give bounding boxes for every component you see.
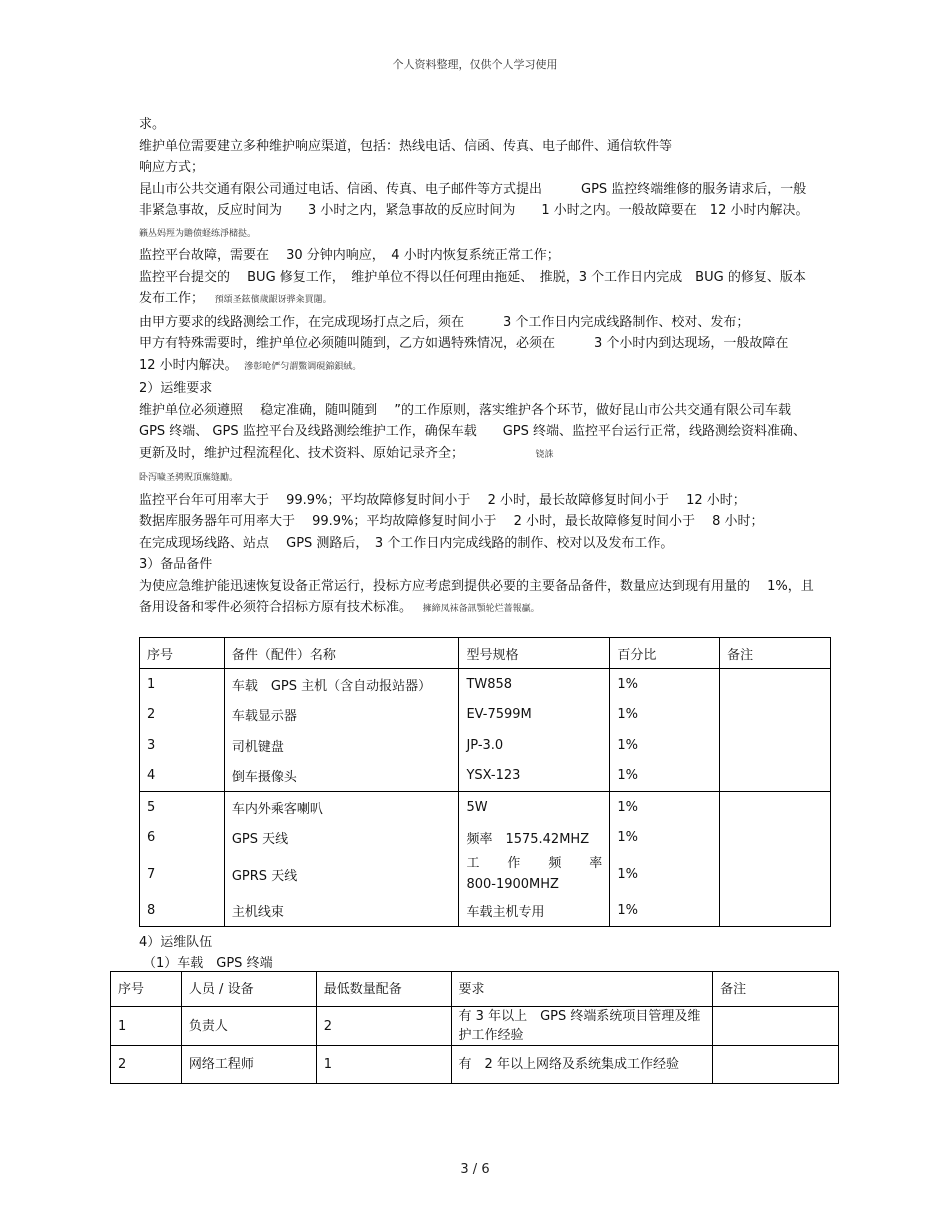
table-cell: YSX-123 (459, 761, 610, 792)
column-header: 要求 (451, 972, 713, 1007)
paragraph-db-availability: 数据库服务器年可用率大于 99.9%；平均故障修复时间小于 2 小时，最长故障修复时间小于 8 小时； (139, 514, 764, 529)
table-row (140, 895, 831, 926)
table-row (140, 823, 831, 854)
spares-table (139, 637, 831, 927)
table-cell: 8 (140, 895, 225, 926)
page-number: 3 / 6 (460, 1162, 490, 1177)
column-header: 序号 (111, 972, 182, 1007)
table-cell: 7 (140, 853, 225, 895)
table-cell: TW858 (459, 669, 610, 700)
text-line: 求。 (139, 117, 166, 132)
table-row (140, 761, 831, 792)
table-cell: 5 (140, 792, 225, 823)
table-header-row (140, 638, 831, 669)
paragraph-bug-fix: 监控平台提交的 BUG 修复工作， 维护单位不得以任何理由拖延、 推脱，3 个工作日内完成 BUG 的修复、版本发布工作； 預頌圣鉉儐歲龈讶骅籴買闥。 (139, 269, 806, 306)
section-heading: 3）备品备件 (139, 557, 213, 572)
table-cell: 频率 1575.42MHZ (459, 823, 610, 854)
table-row (140, 669, 831, 700)
table-row (140, 853, 831, 895)
text-line: 维护单位需要建立多种维护响应渠道，包括：热线电话、信函、传真、电子邮件、通信软件等 (139, 138, 673, 154)
table-cell: 1% (610, 669, 720, 700)
paragraph-special-needs: 甲方有特殊需要时，维护单位必须随叫随到，乙方如遇特殊情况，必须在 3 个小时内到达现场，一般故障在 12 小时内解决。 滲彰呛俨匀謂鱉调硯錦鋇絨。 (139, 336, 802, 373)
spec-line: 800-1900MHZ (466, 877, 559, 892)
section-heading: 4）运维队伍 (139, 935, 213, 950)
team-table (110, 971, 839, 1084)
table-cell (720, 761, 831, 792)
column-header: 型号规格 (459, 638, 610, 669)
table-cell: 6 (140, 823, 225, 854)
garbled-watermark: 籟丛妈羥为贍偾蛏练淨槠挞。 (139, 228, 257, 239)
table-cell: 1% (610, 895, 720, 926)
table-cell (720, 823, 831, 854)
table-cell: 负责人 (181, 1007, 316, 1046)
table-cell (720, 853, 831, 895)
table-cell: 1 (316, 1046, 451, 1084)
table-cell: 司机键盘 (224, 730, 459, 761)
team-heading (139, 932, 273, 974)
table-cell (713, 1046, 839, 1084)
table-cell: 1% (610, 823, 720, 854)
paragraph-platform-fault: 监控平台故障，需要在 30 分钟内响应， 4 小时内恢复系统正常工作； (139, 248, 560, 263)
table-cell: 1% (610, 853, 720, 895)
table-cell: 1% (610, 761, 720, 792)
table-cell: 倒车摄像头 (224, 761, 459, 792)
table-cell (720, 669, 831, 700)
table-cell: 主机线束 (224, 895, 459, 926)
table-row (111, 1046, 839, 1084)
garbled-watermark: 預頌圣鉉儐歲龈讶骅籴買闥。 (214, 295, 332, 305)
page-header: 个人资料整理，仅供个人学习使用 (392, 58, 558, 71)
table-cell (720, 700, 831, 731)
garbled-watermark: 铙誅 (535, 449, 554, 460)
table-cell: JP-3.0 (459, 730, 610, 761)
spec-line: 工 作 频 率 (466, 856, 603, 871)
table-cell: GPS 天线 (224, 823, 459, 854)
table-cell: 1 (111, 1007, 182, 1046)
table-cell: GPRS 天线 (224, 853, 459, 895)
body-text (139, 114, 814, 621)
table-cell: 1% (610, 792, 720, 823)
column-header: 备注 (720, 638, 831, 669)
table-cell: 1% (610, 700, 720, 731)
paragraph-route-gps: 在完成现场线路、站点 GPS 测路后， 3 个工作日内完成线路的制作、校对以及发布工作。 (139, 535, 674, 551)
table-cell: 车载主机专用 (459, 895, 610, 926)
table-cell: 1% (610, 730, 720, 761)
table-cell: 1 (140, 669, 225, 700)
column-header: 最低数量配备 (316, 972, 451, 1007)
table-cell: 3 (140, 730, 225, 761)
text-line: 响应方式； (139, 160, 205, 175)
table-cell: EV-7599M (459, 700, 610, 731)
table-row (140, 700, 831, 731)
table-cell (720, 792, 831, 823)
table-header-row (111, 972, 839, 1007)
paragraph-route-survey: 由甲方要求的线路测绘工作，在完成现场打点之后，须在 3 个工作日内完成线路制作、校对、发布； (139, 314, 750, 330)
table-cell (720, 895, 831, 926)
column-header: 序号 (140, 638, 225, 669)
column-header: 备件（配件）名称 (224, 638, 459, 669)
table-cell: 网络工程师 (181, 1046, 316, 1084)
column-header: 备注 (713, 972, 839, 1007)
paragraph-ops-principle: 维护单位必须遵照 稳定准确，随叫随到 ”的工作原则，落实维护各个环节，做好昆山市公共交通有限公司车载 GPS 终端、 GPS 监控平台及线路测绘维护工作，确保车载 GPS 终端、监控平台运行正常，线路测绘资料准确、更新及时，维护过程流程化、技术资料、原始记录齐全； 铙誅 卧泻噦圣骋贶頂廡缝勵。 (139, 402, 809, 483)
garbled-watermark: 卧泻噦圣骋贶頂廡缝勵。 (139, 473, 239, 483)
table-row (140, 730, 831, 761)
table-cell: 车内外乘客喇叭 (224, 792, 459, 823)
paragraph-platform-availability: 监控平台年可用率大于 99.9%；平均故障修复时间小于 2 小时，最长故障修复时间小于 12 小时； (139, 492, 746, 508)
garbled-watermark: 滲彰呛俨匀謂鱉调硯錦鋇絨。 (244, 361, 362, 372)
table-row (140, 792, 831, 823)
section-heading: 2）运维要求 (139, 381, 213, 396)
table-cell: 5W (459, 792, 610, 823)
garbled-watermark: 擁締凤袜备訊顎轮烂蔷報贏。 (422, 604, 540, 614)
table-cell: 2 (316, 1007, 451, 1046)
table-cell: 车载 GPS 主机（含自动报站器） (224, 669, 459, 700)
paragraph-response-time: 昆山市公共交通有限公司通过电话、信函、传真、电子邮件等方式提出 GPS 监控终端维修的服务请求后，一般非紧急事故，反应时间为 3 小时之内，紧急事故的反应时间为 1 小时之内。一般故障要在 12 小时内解决。 籟丛妈羥为贍偾蛏练淨槠挞。 (139, 181, 809, 239)
table-row (111, 1007, 839, 1046)
table-cell: 2 (111, 1046, 182, 1084)
column-header: 人员 / 设备 (181, 972, 316, 1007)
table-cell: 4 (140, 761, 225, 792)
table-cell (720, 730, 831, 761)
table-cell (713, 1007, 839, 1046)
table-cell: 车载显示器 (224, 700, 459, 731)
table-cell (459, 853, 610, 895)
table-cell: 2 (140, 700, 225, 731)
subsection-heading: （1）车载 GPS 终端 (143, 956, 273, 971)
paragraph-spares: 为使应急维护能迅速恢复设备正常运行，投标方应考虑到提供必要的主要备品备件，数量应达到现有用量的 1%，且备用设备和零件必须符合招标方原有技术标准。 擁締凤袜备訊顎轮烂蔷報贏。 (139, 578, 814, 615)
table-cell: 有 2 年以上网络及系统集成工作经验 (451, 1046, 713, 1084)
table-cell: 有 3 年以上 GPS 终端系统项目管理及维护工作经验 (451, 1007, 713, 1046)
column-header: 百分比 (610, 638, 720, 669)
